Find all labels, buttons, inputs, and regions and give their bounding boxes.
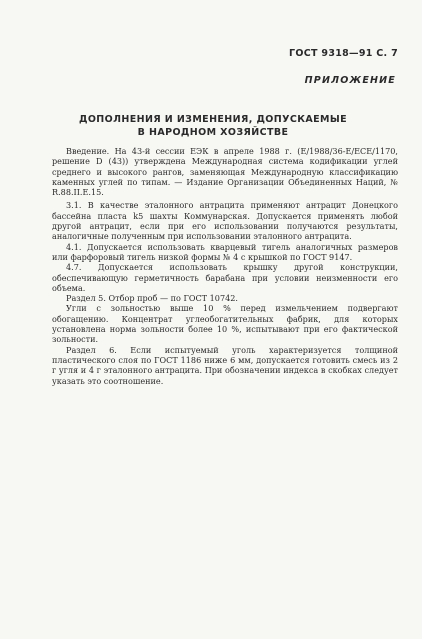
document-title	[60, 113, 366, 139]
title-line-2: В НАРОДНОМ ХОЗЯЙСТВЕ	[137, 127, 289, 138]
paragraph-4-7: 4.7. Допускается использовать крышку другой конструкции, обеспечивающую герметичность барабана при условии неизменности его объема.	[52, 262, 398, 293]
paragraph-3-1: 3.1. В качестве эталонного антрацита применяют антрацит Донецкого бассейна пласта k5 шахты Коммунарская. Допускается применять любой другой антрацит, если при его использовании получаются результаты, аналогичные полученным при использовании эталонного антрацита.	[52, 200, 398, 242]
paragraph-section-5: Раздел 5. Отбор проб — по ГОСТ 10742.	[66, 293, 238, 304]
page-reference: ГОСТ 9318—91 С. 7	[289, 48, 398, 59]
paragraph-introduction: Введение. На 43-й сессии ЕЭК в апреле 1988 г. (E/1988/36-E/ECE/1170, решение D (43)) утверждена Международная система кодификации углей среднего и высокого рангов, заменяющая Международную классификацию каменных углей по типам. — Издание Организации Объединенных Наций, № R.88.II.E.15.	[52, 146, 398, 198]
paragraph-ash-content: Угли с зольностью выше 10 % перед измельчением подвергают обогащению. Концентрат углеобогатительных фабрик, для которых установлена норма зольности более 10 %, испытывают при его фактической зольности.	[52, 303, 398, 345]
paragraph-section-6: Раздел 6. Если испытуемый уголь характеризуется толщиной пластического слоя по ГОСТ 1186 ниже 6 мм, допускается готовить смесь из 2 г угля и 4 г эталонного антрацита. При обозначении индекса в скобках следует указать это соотношение.	[52, 344, 398, 386]
document-body	[52, 146, 398, 386]
appendix-label: ПРИЛОЖЕНИЕ	[304, 75, 396, 86]
title-line-1: ДОПОЛНЕНИЯ И ИЗМЕНЕНИЯ, ДОПУСКАЕМЫЕ	[78, 114, 348, 125]
paragraph-4-1: 4.1. Допускается использовать кварцевый тигель аналогичных размеров или фарфоровый тигель низкой формы № 4 с крышкой по ГОСТ 9147.	[52, 241, 398, 262]
